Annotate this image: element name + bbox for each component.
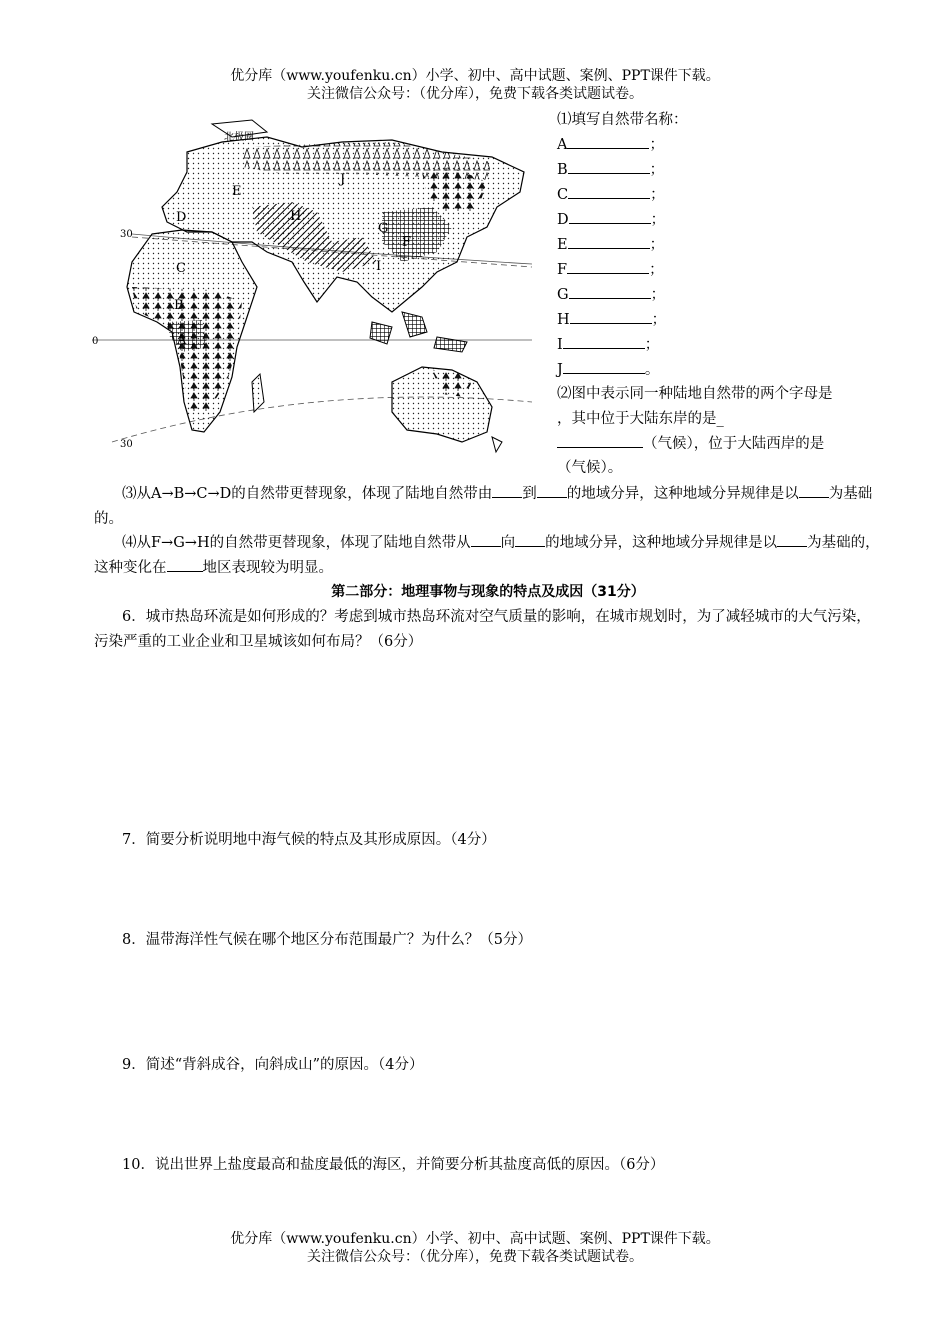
footer-line-2: 关注微信公众号：（优分库），免费下载各类试题试卷。 — [307, 1249, 643, 1265]
question-10: 10．说出世界上盐度最高和盐度最低的海区，并简要分析其盐度高低的原因。（6分） — [122, 1157, 665, 1173]
answer-line-c — [557, 183, 887, 208]
region-label-b: B — [174, 298, 184, 313]
answer-line-h — [557, 308, 887, 333]
answer-blank-f[interactable] — [567, 259, 649, 274]
answer-blank-g[interactable] — [569, 284, 651, 299]
q5-part4-text-e: 地区表现较为明显。 — [202, 560, 333, 576]
natural-zones-map — [92, 112, 532, 460]
answer-label: E — [557, 237, 568, 253]
map-svg — [92, 112, 532, 460]
answer-label: D — [557, 212, 569, 228]
answer-label: G — [557, 287, 569, 303]
island-3 — [370, 322, 392, 344]
answer-blank-j[interactable] — [563, 359, 645, 374]
answer-line-e — [557, 233, 887, 258]
q5-part4-text-a: ⑷从F→G→H的自然带更替现象，体现了陆地自然带从 — [122, 535, 471, 551]
question-8: 8．温带海洋性气候在哪个地区分布范围最广？为什么？（5分） — [122, 932, 532, 948]
answer-label: F — [557, 262, 568, 278]
answer-line-d — [557, 208, 887, 233]
q5-part3-blank-1[interactable] — [492, 483, 522, 498]
answer-line-f — [557, 258, 887, 283]
answer-blank-a[interactable] — [567, 134, 649, 149]
answer-end: ； — [649, 162, 665, 178]
answer-end: ； — [644, 337, 660, 353]
answer-end: ； — [649, 237, 665, 253]
q5-part2-line4: （气候）。 — [557, 460, 623, 476]
region-label-j: J — [340, 172, 346, 187]
q5-part4-blank-1[interactable] — [471, 532, 501, 547]
region-label-i: I — [376, 259, 382, 274]
question-7: 7．简要分析说明地中海气候的特点及其形成原因。（4分） — [122, 832, 496, 848]
madagascar — [252, 374, 264, 412]
section-2-title: 第二部分：地理事物与现象的特点及成因（31分） — [331, 584, 645, 600]
east-coast-climate-blank[interactable] — [557, 433, 643, 448]
answer-line-i — [557, 333, 887, 358]
q5-part2-line2: ，其中位于大陆东岸的是_ — [557, 411, 724, 427]
q5-part4-text-d: 为基础的，这种变化在 — [94, 535, 880, 576]
latitude-label-30n: 30 — [120, 229, 133, 240]
q5-part3-blank-3[interactable] — [799, 483, 829, 498]
q5-part2-line1: ⑵图中表示同一种陆地自然带的两个字母是 — [557, 386, 833, 402]
answer-blank-c[interactable] — [568, 184, 650, 199]
answer-label: I — [557, 337, 563, 353]
answer-end: 。 — [644, 362, 660, 378]
answer-blank-h[interactable] — [570, 309, 652, 324]
answer-line-j — [557, 358, 887, 383]
q5-part4-blank-2[interactable] — [515, 532, 545, 547]
q5-part4 — [94, 531, 882, 581]
q5-part3 — [94, 482, 882, 532]
q5-part4-blank-3[interactable] — [777, 532, 807, 547]
answer-label: J — [557, 362, 563, 378]
island-2 — [434, 337, 467, 352]
region-label-e: E — [232, 184, 242, 199]
region-label-a: A — [177, 333, 187, 348]
answer-end: ； — [650, 287, 666, 303]
answer-line-a — [557, 133, 887, 158]
latitude-label-30s: 30 — [120, 439, 133, 450]
answer-blank-i[interactable] — [563, 334, 645, 349]
island-1 — [402, 312, 427, 337]
question-9: 9．简述“背斜成谷，向斜成山”的原因。（4分） — [122, 1057, 424, 1073]
answer-end: ； — [650, 212, 666, 228]
region-label-d: D — [176, 210, 187, 225]
footer-line-1: 优分库（www.youfenku.cn）小学、初中、高中试题、案例、PPT课件下载。 — [230, 1231, 720, 1247]
q5-part4-text-b: 向 — [500, 535, 516, 551]
answer-end: ； — [649, 137, 664, 153]
answer-end: ； — [649, 262, 664, 278]
region-label-c: C — [176, 261, 186, 276]
region-label-f: F — [402, 235, 412, 250]
answer-end: ； — [651, 312, 667, 328]
header-line-2: 关注微信公众号：（优分库），免费下载各类试题试卷。 — [307, 86, 643, 102]
answer-label: B — [557, 162, 568, 178]
answer-blank-e[interactable] — [568, 234, 650, 249]
tasmania — [492, 437, 502, 452]
answer-label: H — [557, 312, 570, 328]
q5-part1-title: ⑴填写自然带名称： — [557, 112, 688, 128]
q5-part3-text-d: 为基础的。 — [94, 486, 873, 527]
question-6: 6．城市热岛环流是如何形成的？考虑到城市热岛环流对空气质量的影响，在城市规划时，为了减轻城市的大气污染，污染严重的工业企业和卫星城该如何布局？（6分） — [94, 609, 871, 650]
answer-blank-d[interactable] — [569, 209, 651, 224]
q5-part3-blank-2[interactable] — [537, 483, 567, 498]
answer-end: ； — [650, 187, 665, 203]
header-line-1: 优分库（www.youfenku.cn）小学、初中、高中试题、案例、PPT课件下载。 — [230, 68, 720, 84]
answer-blank-b[interactable] — [568, 159, 650, 174]
latitude-label-0: 0 — [92, 336, 99, 347]
q5-part4-text-c: 的地域分异，这种地域分异规律是以 — [545, 535, 778, 551]
region-label-h: H — [290, 209, 302, 224]
q5-part2-line3-text: （气候），位于大陆西岸的是 — [643, 436, 825, 452]
q5-part3-text-b: 到 — [522, 486, 537, 502]
q5-part2-line3 — [557, 432, 887, 457]
answer-label: A — [557, 137, 568, 153]
arctic-circle-label: 北极圈 — [224, 132, 254, 143]
region-label-g: G — [378, 221, 389, 236]
answer-line-b — [557, 158, 887, 183]
q5-part3-text-c: 的地域分异，这种地域分异规律是以 — [566, 486, 799, 502]
rainforest-zone — [167, 320, 207, 352]
q5-part3-text-a: ⑶从A→B→C→D的自然带更替现象，体现了陆地自然带由 — [122, 486, 493, 502]
q5-part4-blank-4[interactable] — [167, 557, 203, 572]
answer-label: C — [557, 187, 569, 203]
answer-line-g — [557, 283, 887, 308]
